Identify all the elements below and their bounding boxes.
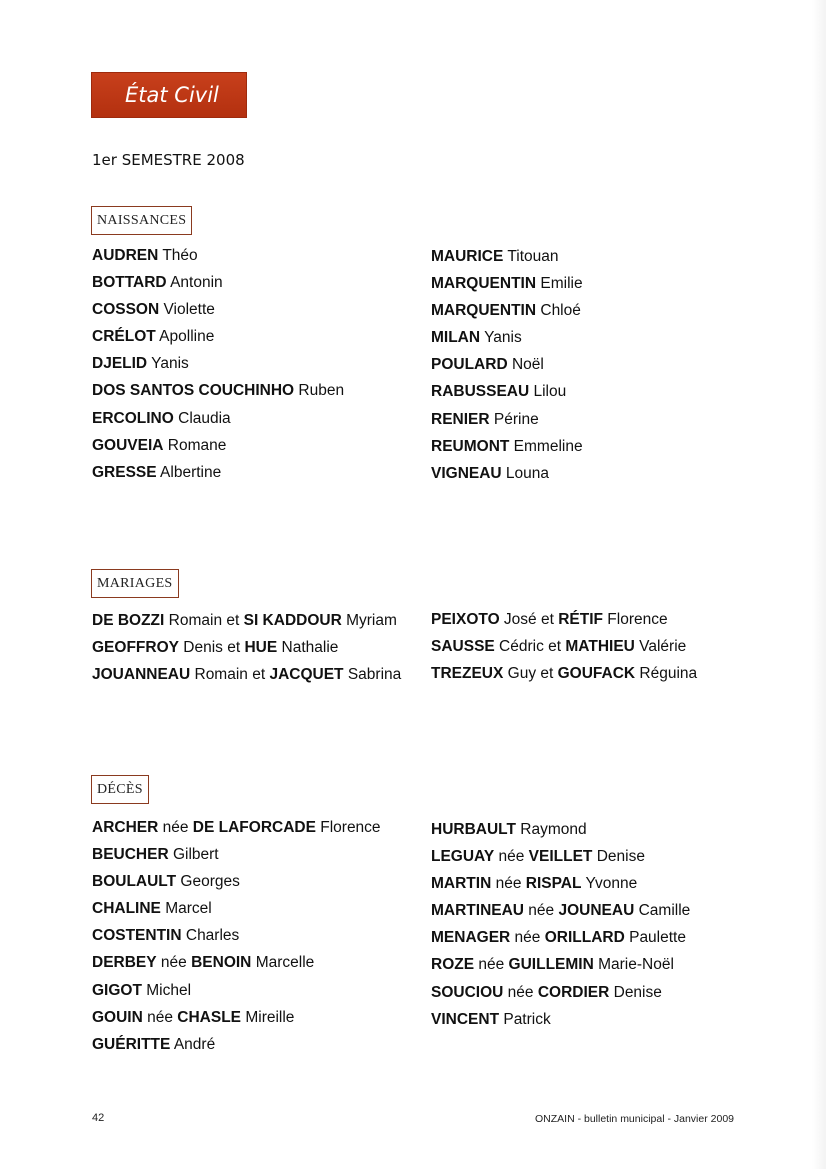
- given-name-text: Romain et: [164, 612, 244, 629]
- given-name-text: Albertine: [156, 463, 222, 481]
- name-entry: [431, 351, 583, 378]
- mariages-list-right: [431, 606, 697, 687]
- name-entry: [431, 460, 583, 487]
- page-edge-shadow: [812, 0, 826, 1169]
- surname: SI KADDOUR: [243, 612, 342, 629]
- given-name-text: Louna: [501, 464, 550, 482]
- surname: SAUSSE: [431, 638, 495, 656]
- surname: DJELID: [92, 355, 148, 373]
- name-entry: [92, 895, 381, 922]
- section-label-mariages: MARIAGES: [91, 569, 179, 598]
- surname: BENOIN: [191, 954, 252, 972]
- given-name-text: Paulette: [624, 929, 686, 947]
- given-name-text: Théo: [158, 247, 198, 264]
- surname: DOS SANTOS COUCHINHO: [92, 382, 295, 400]
- given-name-text: Marcelle: [251, 954, 315, 972]
- name-entry: [92, 350, 344, 377]
- name-entry: [92, 377, 344, 404]
- given-name-text: Denise: [609, 983, 662, 1001]
- surname: HUE: [244, 639, 278, 657]
- given-name-text: Claudia: [173, 409, 231, 427]
- surname: SOUCIOU: [431, 983, 504, 1001]
- surname: BOTTARD: [92, 274, 167, 292]
- given-name-text: José et: [499, 611, 559, 628]
- given-name-text: Noël: [507, 356, 544, 374]
- page-number: 42: [92, 1112, 105, 1124]
- given-name-text: Violette: [159, 301, 215, 319]
- name-entry: [431, 816, 690, 843]
- given-name-text: Emmeline: [509, 437, 583, 455]
- mariages-list-left: [92, 607, 401, 688]
- name-entry: [431, 951, 690, 978]
- given-name-text: Camille: [634, 902, 691, 920]
- surname: ROZE: [431, 956, 475, 974]
- given-name-text: Ruben: [294, 382, 345, 400]
- surname: MILAN: [431, 329, 481, 347]
- section-label-deces: DÉCÈS: [91, 775, 149, 804]
- given-name-text: née: [491, 875, 526, 893]
- name-entry: [92, 405, 344, 432]
- surname: PEIXOTO: [431, 611, 500, 628]
- given-name-text: Michel: [141, 981, 192, 999]
- name-entry: [431, 378, 583, 405]
- surname: DE BOZZI: [92, 612, 165, 629]
- name-entry: [92, 977, 381, 1004]
- surname: COSTENTIN: [92, 927, 182, 945]
- name-entry: [92, 922, 381, 949]
- name-entry: [431, 979, 690, 1006]
- name-entry: [431, 660, 697, 687]
- name-entry: [92, 814, 381, 841]
- given-name-text: Sabrina: [343, 666, 402, 684]
- given-name-text: née: [510, 929, 545, 947]
- name-entry: [92, 868, 381, 895]
- period-subtitle: 1er SEMESTRE 2008: [92, 151, 245, 169]
- deces-list-right: [431, 816, 690, 1033]
- given-name-text: Romane: [163, 436, 227, 454]
- surname: MARQUENTIN: [431, 302, 537, 320]
- surname: VINCENT: [431, 1010, 500, 1028]
- surname: GEOFFROY: [92, 639, 179, 657]
- given-name-text: Nathalie: [277, 639, 339, 657]
- name-entry: [431, 406, 583, 433]
- given-name-text: Raymond: [515, 821, 587, 838]
- surname: JOUNEAU: [558, 902, 635, 920]
- given-name-text: Romain et: [190, 666, 270, 684]
- given-name-text: née: [524, 902, 559, 920]
- surname: GUÉRITTE: [92, 1035, 171, 1053]
- surname: RABUSSEAU: [431, 383, 530, 401]
- surname: MARTINEAU: [431, 902, 524, 920]
- surname: GIGOT: [92, 981, 142, 999]
- given-name-text: André: [170, 1035, 216, 1053]
- given-name-text: Apolline: [155, 328, 215, 346]
- name-entry: [92, 949, 381, 976]
- given-name-text: Valérie: [634, 638, 687, 656]
- name-entry: [431, 606, 697, 633]
- surname: REUMONT: [431, 437, 510, 455]
- name-entry: [92, 607, 401, 634]
- name-entry: [92, 661, 401, 688]
- naissances-list-left: [92, 242, 344, 486]
- given-name-text: Yanis: [480, 329, 522, 347]
- surname: MARTIN: [431, 875, 492, 893]
- name-entry: [92, 634, 401, 661]
- name-entry: [92, 296, 344, 323]
- given-name-text: Myriam: [341, 612, 397, 629]
- given-name-text: Cédric et: [494, 638, 566, 656]
- surname: MAURICE: [431, 248, 504, 265]
- name-entry: [92, 459, 344, 486]
- surname: CORDIER: [537, 983, 610, 1001]
- given-name-text: Marcel: [160, 900, 212, 918]
- page-title-banner: État Civil: [91, 72, 247, 118]
- surname: CHASLE: [177, 1008, 242, 1026]
- surname: TREZEUX: [431, 665, 504, 683]
- name-entry: [431, 243, 583, 270]
- surname: BOULAULT: [92, 873, 177, 891]
- surname: CRÉLOT: [92, 328, 156, 346]
- given-name-text: Denise: [592, 848, 645, 866]
- given-name-text: Lilou: [529, 383, 567, 401]
- surname: JACQUET: [269, 666, 344, 684]
- name-entry: [431, 843, 690, 870]
- name-entry: [431, 324, 583, 351]
- given-name-text: née: [156, 954, 192, 972]
- given-name-text: Antonin: [166, 274, 223, 292]
- given-name-text: née: [158, 819, 193, 836]
- given-name-text: Charles: [181, 927, 240, 945]
- given-name-text: Guy et: [503, 665, 558, 683]
- surname: JOUANNEAU: [92, 666, 191, 684]
- surname: ORILLARD: [544, 929, 625, 947]
- surname: DE LAFORCADE: [192, 819, 316, 836]
- surname: DERBEY: [92, 954, 157, 972]
- surname: HURBAULT: [431, 821, 516, 838]
- surname: GUILLEMIN: [508, 956, 594, 974]
- name-entry: [431, 633, 697, 660]
- naissances-list-right: [431, 243, 583, 487]
- surname: LEGUAY: [431, 848, 495, 866]
- given-name-text: née: [494, 848, 529, 866]
- name-entry: [431, 870, 690, 897]
- surname: VEILLET: [528, 848, 593, 866]
- given-name-text: Georges: [176, 873, 240, 891]
- name-entry: [431, 270, 583, 297]
- surname: MATHIEU: [565, 638, 635, 656]
- surname: MARQUENTIN: [431, 275, 537, 293]
- given-name-text: Florence: [315, 819, 381, 836]
- surname: ARCHER: [92, 819, 159, 836]
- given-name-text: Périne: [489, 410, 539, 428]
- surname: GOUIN: [92, 1008, 143, 1026]
- given-name-text: née: [142, 1008, 178, 1026]
- given-name-text: Titouan: [503, 248, 559, 265]
- surname: VIGNEAU: [431, 464, 502, 482]
- surname: COSSON: [92, 301, 160, 319]
- surname: ERCOLINO: [92, 409, 174, 427]
- given-name-text: Denis et: [178, 639, 245, 657]
- name-entry: [431, 297, 583, 324]
- given-name-text: Marie-Noël: [593, 956, 674, 974]
- given-name-text: née: [503, 983, 538, 1001]
- surname: POULARD: [431, 356, 508, 374]
- name-entry: [431, 1006, 690, 1033]
- name-entry: [92, 242, 344, 269]
- name-entry: [92, 269, 344, 296]
- given-name-text: née: [474, 956, 509, 974]
- surname: MENAGER: [431, 929, 511, 947]
- name-entry: [92, 1004, 381, 1031]
- name-entry: [92, 841, 381, 868]
- name-entry: [92, 432, 344, 459]
- surname: RENIER: [431, 410, 490, 428]
- name-entry: [431, 924, 690, 951]
- given-name-text: Yvonne: [581, 875, 638, 893]
- deces-list-left: [92, 814, 381, 1058]
- given-name-text: Emilie: [536, 275, 583, 293]
- surname: RÉTIF: [558, 611, 603, 628]
- section-label-naissances: NAISSANCES: [91, 206, 192, 235]
- surname: CHALINE: [92, 900, 161, 918]
- surname: GOUVEIA: [92, 436, 164, 454]
- surname: BEUCHER: [92, 846, 169, 864]
- surname: RISPAL: [525, 875, 582, 893]
- given-name-text: Réguina: [635, 665, 698, 683]
- name-entry: [92, 323, 344, 350]
- given-name-text: Mireille: [241, 1008, 295, 1026]
- surname: AUDREN: [92, 247, 159, 264]
- name-entry: [431, 433, 583, 460]
- name-entry: [92, 1031, 381, 1058]
- given-name-text: Yanis: [147, 355, 189, 373]
- publication-footer: ONZAIN - bulletin municipal - Janvier 2009: [535, 1113, 734, 1125]
- surname: GOUFACK: [557, 665, 636, 683]
- given-name-text: Patrick: [499, 1010, 551, 1028]
- name-entry: [431, 897, 690, 924]
- surname: GRESSE: [92, 463, 157, 481]
- given-name-text: Florence: [603, 611, 668, 628]
- given-name-text: Gilbert: [168, 846, 219, 864]
- given-name-text: Chloé: [536, 302, 581, 320]
